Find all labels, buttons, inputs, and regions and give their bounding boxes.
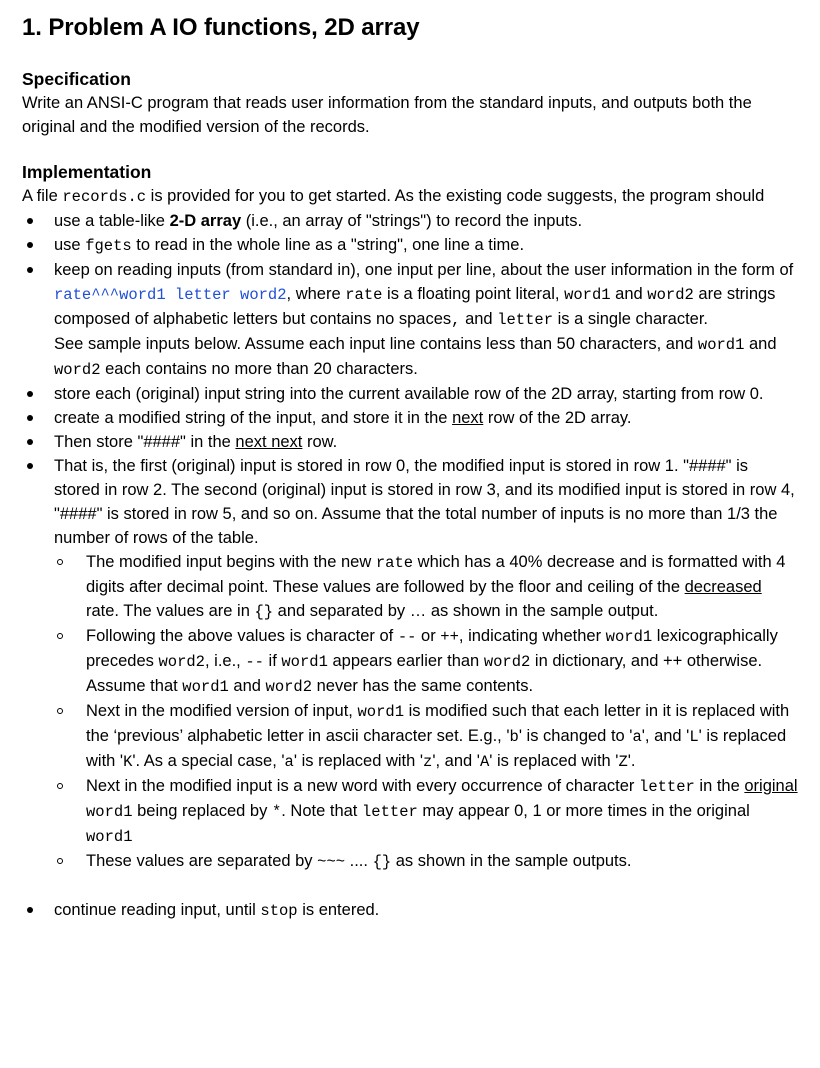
list-item: use a table-like 2-D array (i.e., an array of "strings") to record the inputs. [22, 209, 798, 233]
filename-code: records.c [62, 188, 147, 206]
sub-list-item: The modified input begins with the new rate which has a 40% decrease and is formatted with 4 digits after decimal point. These values are followed by the floor and ceiling of the decreased rate. The values are in {} and separated by … as shown in the sample output. [54, 550, 798, 624]
implementation-intro: A file records.c is provided for you to get started. As the existing code suggests, the program should [22, 187, 765, 206]
sub-list-item: Following the above values is character of -- or ++, indicating whether word1 lexicographically precedes word2, i.e., -- if word1 appears earlier than word2 in dictionary, and ++ otherwise. Assume that word1 and word2 never has the same contents. [54, 624, 798, 699]
list-item: use fgets to read in the whole line as a "string", one line a time. [22, 233, 798, 258]
list-item: store each (original) input string into the current available row of the 2D array, starting from row 0. [22, 382, 798, 406]
specification-text: Write an ANSI-C program that reads user information from the standard inputs, and outputs both the original and the modified version of the records. [22, 94, 752, 136]
list-item: create a modified string of the input, and store it in the next row of the 2D array. [22, 406, 798, 430]
sub-list-item: These values are separated by ~~~ .... {} as shown in the sample outputs. [54, 849, 798, 874]
list-item: Then store "####" in the next next row. [22, 430, 798, 454]
list-item: continue reading input, until stop is entered. [22, 898, 798, 923]
list-item: That is, the first (original) input is stored in row 0, the modified input is stored in row 1. "####" is stored in row 2. The second (original) input is stored in row 3, and its modified input is stored in row 4, "####" is stored in row 5, and so on. Assume that the total number of inputs is no more than 1/3 the number of rows of the table. The modified input begins with the new rate which has a 40% decrease and is formatted with 4 digits after decimal point. These values are followed by the floor and ceiling of the decreased rate. The values are in {} and separated by … as shown in the sample output. Following the above values is character of -- or ++, indicating whether word1 lexicographically precedes word2, i.e., -- if word1 appears earlier than word2 in dictionary, and ++ otherwise. Assume that word1 and word2 never has the same contents. Next in the modified version of input, word1 is modified such that each letter in it is replaced with the ‘previous’ alphabetic letter in ascii character set. E.g., 'b' is changed to 'a', and 'L' is replaced with 'K'. As a special case, 'a' is replaced with 'z', and 'A' is replaced with 'Z'. Next in the modified input is a new word with every occurrence of character letter in the original word1 being replaced by *. Note that letter may appear 0, 1 or more times in the original word1 These values are separated by ~~~ .... {} as shown in the sample outputs. [22, 454, 798, 898]
sub-list-item: Next in the modified input is a new word with every occurrence of character letter in the original word1 being replaced by *. Note that letter may appear 0, 1 or more times in the original word1 [54, 774, 798, 849]
list-item: keep on reading inputs (from standard in), one input per line, about the user information in the form of rate^^^word1 letter word2, where rate is a floating point literal, word1 and word2 are strings composed of alphabetic letters but contains no spaces, and letter is a single character. See sample inputs below. Assume each input line contains less than 50 characters, and word1 and word2 each contains no more than 20 characters. [22, 258, 798, 382]
sub-list-item: Next in the modified version of input, word1 is modified such that each letter in it is replaced with the ‘previous’ alphabetic letter in ascii character set. E.g., 'b' is changed to 'a', and 'L' is replaced with 'K'. As a special case, 'a' is replaced with 'z', and 'A' is replaced with 'Z'. [54, 699, 798, 774]
specification-heading: Specification [22, 69, 131, 89]
implementation-heading: Implementation [22, 162, 152, 182]
input-format-code: rate^^^word1 letter word2 [54, 286, 287, 304]
page-title: 1. Problem A IO functions, 2D array [22, 14, 420, 41]
requirements-list [22, 209, 798, 923]
sub-list [54, 550, 798, 874]
